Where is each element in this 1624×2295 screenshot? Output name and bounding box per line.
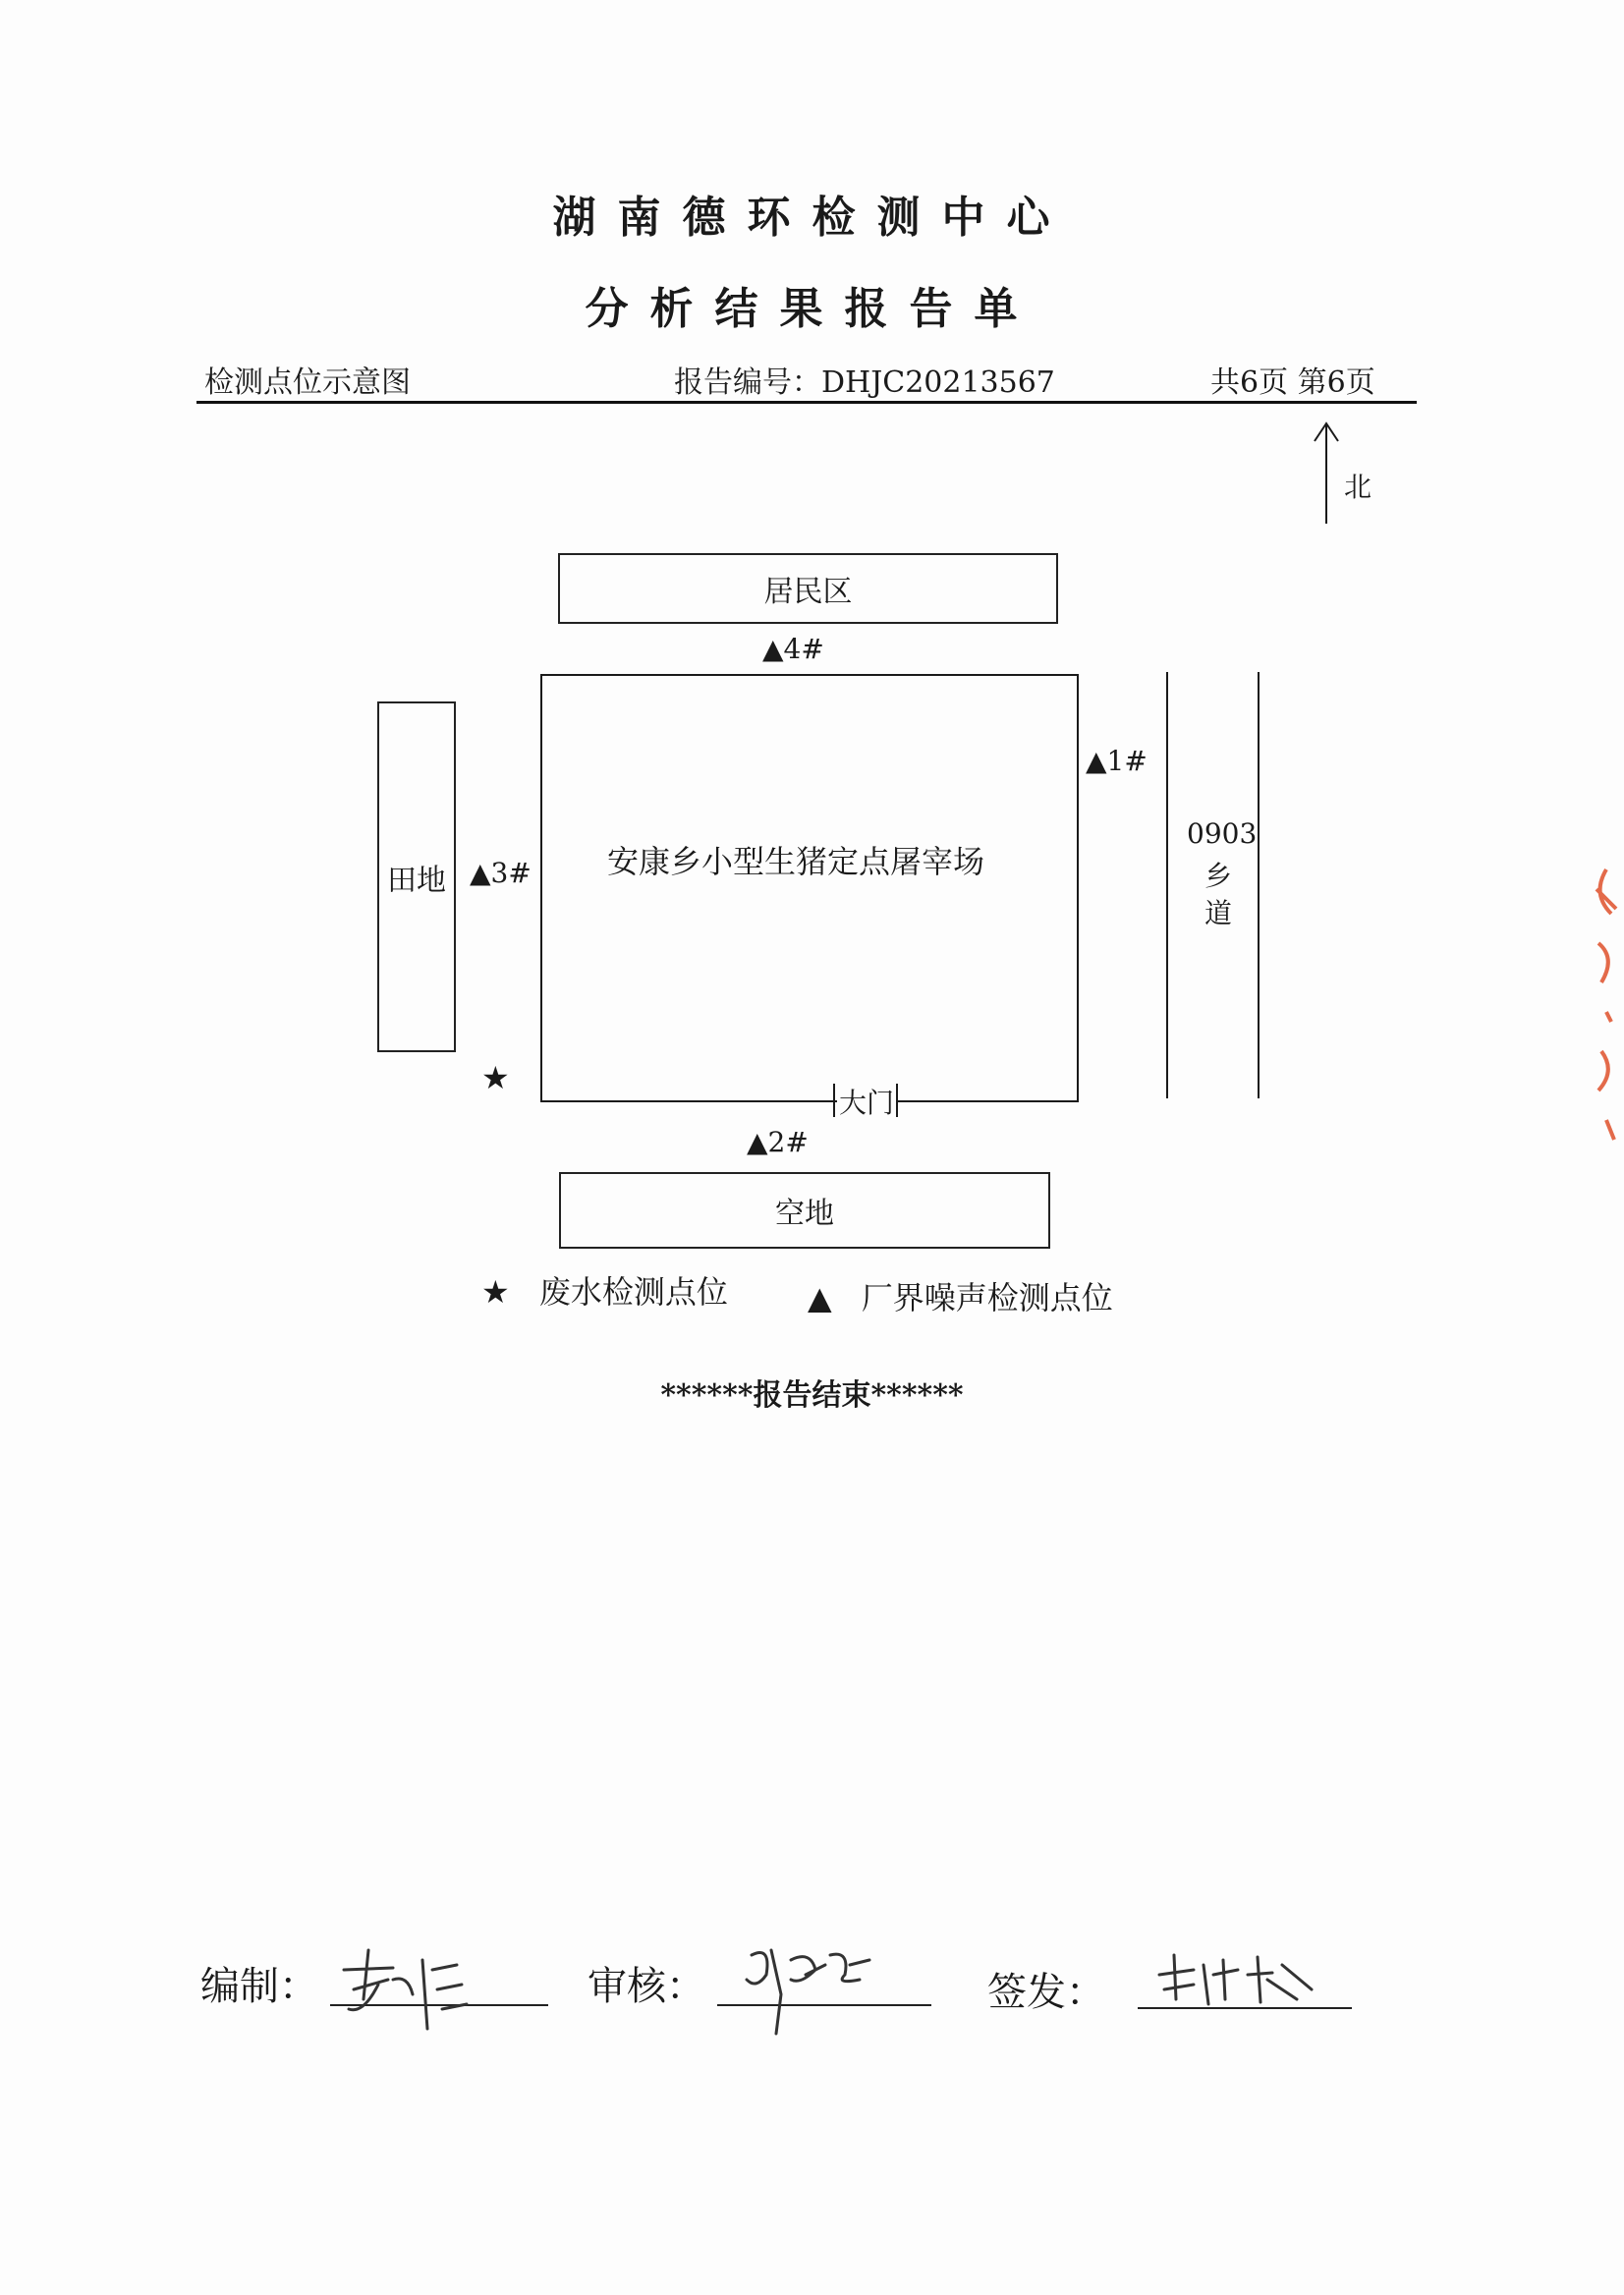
noise-point-2: ▲2# bbox=[747, 1126, 809, 1158]
wastewater-point: ★ bbox=[481, 1059, 510, 1096]
site-boundary-left bbox=[540, 674, 542, 1102]
noise-point-4: ▲4# bbox=[762, 633, 824, 665]
legend-wastewater-label: 废水检测点位 bbox=[538, 1273, 728, 1311]
site-name: 安康乡小型生猪定点屠宰场 bbox=[607, 843, 985, 880]
road-line-east bbox=[1258, 672, 1260, 1098]
org-title: 湖南德环检测中心 bbox=[552, 193, 1072, 243]
page-indicator: 共6页 第6页 bbox=[1210, 365, 1375, 400]
section-label: 检测点位示意图 bbox=[204, 365, 411, 400]
star-icon: ★ bbox=[481, 1273, 510, 1311]
report-number-label: 报告编号： bbox=[674, 365, 821, 400]
road-line-west bbox=[1166, 672, 1168, 1098]
compiled-by-label: 编制： bbox=[200, 1964, 318, 2009]
compiled-by-signature bbox=[334, 1940, 481, 2048]
north-arrow-icon bbox=[1307, 418, 1346, 528]
road-label-char2: 道 bbox=[1204, 897, 1233, 929]
legend-noise-label: 厂界噪声检测点位 bbox=[861, 1279, 1113, 1316]
gate-label: 大门 bbox=[837, 1082, 896, 1121]
header-rule bbox=[196, 401, 1417, 404]
noise-point-3: ▲3# bbox=[470, 857, 532, 889]
residential-area-label: 居民区 bbox=[763, 575, 853, 609]
vacant-land-box bbox=[559, 1172, 1050, 1249]
seal-fragment bbox=[1587, 865, 1624, 1149]
report-number bbox=[674, 358, 1055, 401]
site-boundary-bottom bbox=[540, 1100, 1078, 1102]
report-end: ******报告结束****** bbox=[660, 1378, 964, 1413]
legend-noise bbox=[808, 1273, 1113, 1318]
reviewed-by-label: 审核： bbox=[588, 1964, 705, 2009]
report-title: 分析结果报告单 bbox=[585, 284, 1039, 334]
gate-left-tick bbox=[833, 1084, 835, 1117]
reviewed-by-signature bbox=[732, 1935, 889, 2043]
field-label: 田地 bbox=[387, 863, 446, 898]
noise-point-1: ▲1# bbox=[1086, 745, 1148, 777]
road-number: 0903 bbox=[1187, 817, 1258, 850]
report-number-value: DHJC20213567 bbox=[821, 365, 1055, 400]
legend-wastewater bbox=[481, 1267, 728, 1313]
site-boundary-top bbox=[540, 674, 1078, 676]
residential-area-box bbox=[558, 553, 1058, 624]
approved-by-label: 签发： bbox=[987, 1970, 1105, 2015]
site-boundary-right bbox=[1077, 674, 1079, 1102]
approved-by-signature bbox=[1154, 1945, 1331, 2014]
gate-right-tick bbox=[896, 1084, 898, 1117]
triangle-icon: ▲ bbox=[808, 1279, 832, 1316]
field-box bbox=[377, 701, 456, 1052]
vacant-land-label: 空地 bbox=[775, 1197, 834, 1231]
road-label-char1: 乡 bbox=[1204, 860, 1233, 892]
north-label: 北 bbox=[1344, 471, 1372, 503]
